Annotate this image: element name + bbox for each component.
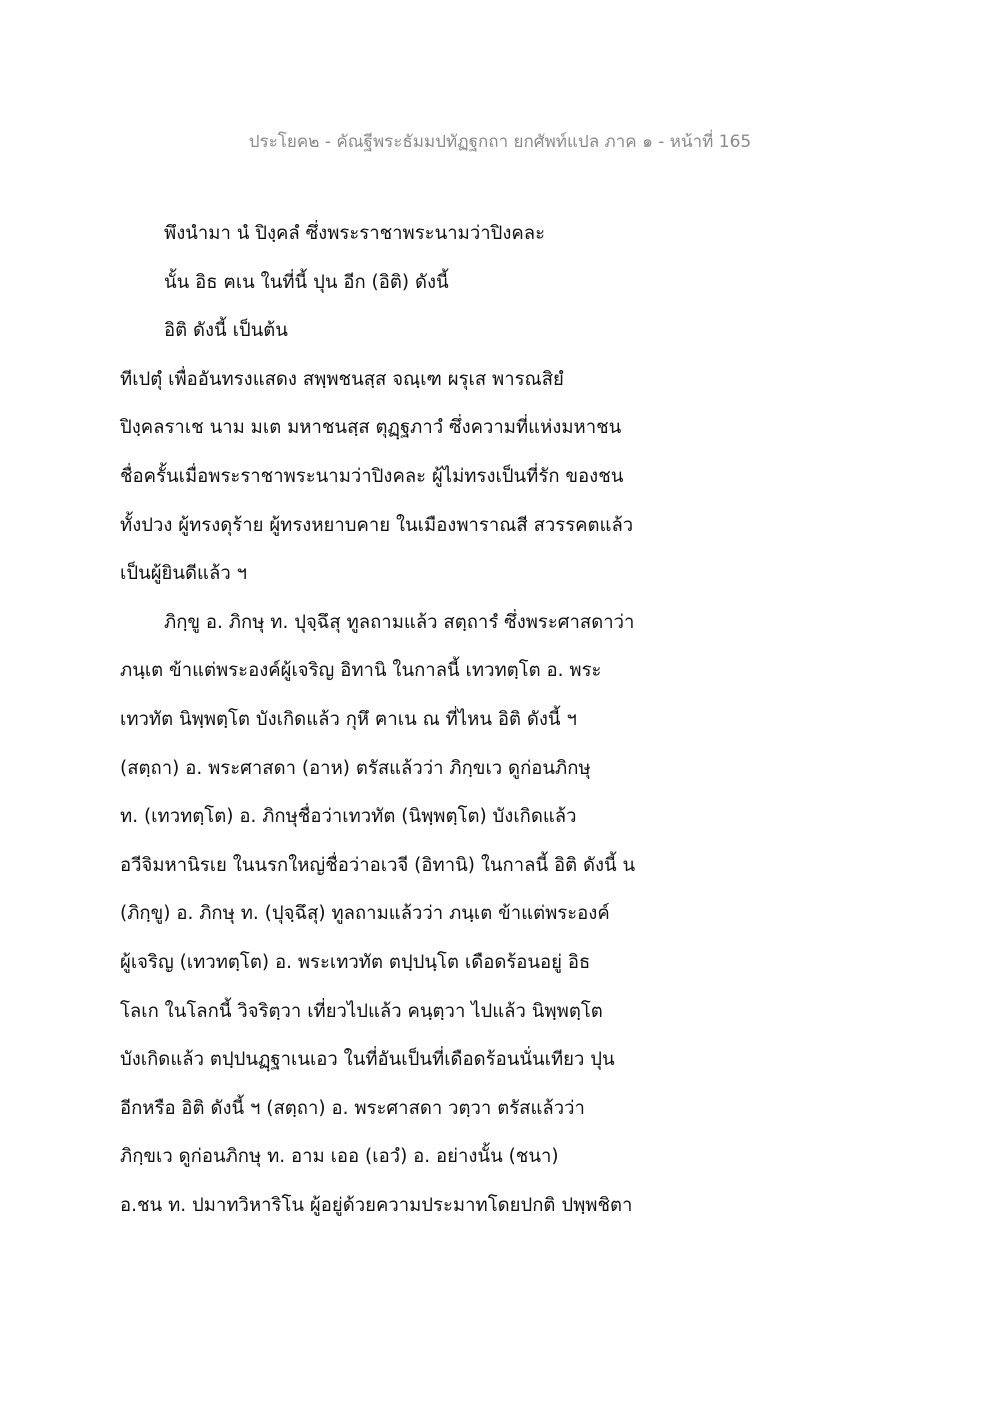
text-line: อ.ชน ท. ปมาทวิหาริโน ผู้อยู่ด้วยความประมาทโดยปกติ ปพฺพชิตา: [120, 1194, 633, 1216]
text-line: ชื่อครั้นเมื่อพระราชาพระนามว่าปิงคละ ผู้ไม่ทรงเป็นที่รัก ของชน: [120, 465, 624, 487]
text-line: นั้น อิธ ฅเน ในที่นี้ ปุน อีก (อิติ) ดังนี้: [164, 271, 449, 293]
text-line: พึงนำมา นํ ปิงฺคลํ ซึ่งพระราชาพระนามว่าปิงคละ: [164, 223, 546, 244]
text-line: อิติ ดังนี้ เป็นต้น: [164, 320, 288, 342]
text-line: ภิกฺขู อ. ภิกษุ ท. ปุจฺฉึสุ ทูลถามแล้ว สตฺถารํ ซึ่งพระศาสดาว่า: [164, 611, 635, 633]
running-header: ประโยค๒ - คัณฐีพระธัมมปทัฏฐกถา ยกศัพท์แปล ภาค ๑ - หน้าที่ 165: [248, 132, 752, 152]
text-line: ภนฺเต ข้าแต่พระองค์ผู้เจริญ อิทานิ ในกาลนี้ เทวทตฺโต อ. พระ: [120, 660, 602, 682]
page-body: [120, 210, 700, 1230]
text-line: เทวทัต นิพฺพตฺโต บังเกิดแล้ว กุหึ ฅาเน ณ ที่ไหน อิติ ดังนี้ ฯ: [120, 708, 577, 730]
text-line: เป็นผู้ยินดีแล้ว ฯ: [120, 563, 247, 585]
text-line: ท. (เทวทตฺโต) อ. ภิกษุชื่อว่าเทวทัต (นิพฺพตฺโต) บังเกิดแล้ว: [120, 806, 577, 828]
text-line: โลเก ในโลกนี้ วิจริตฺวา เที่ยวไปแล้ว คนฺตฺวา ไปแล้ว นิพฺพตฺโต: [120, 1000, 603, 1022]
text-line: ทีเปตุํ เพื่ออันทรงแสดง สพฺพชนสฺส จณฺเฑ ผรุเส พารณสิยํ: [120, 368, 564, 390]
text-line: (ภิกฺขู) อ. ภิกษุ ท. (ปุจฺฉึสุ) ทูลถามแล้วว่า ภนฺเต ข้าแต่พระองค์: [120, 903, 610, 925]
text-line: อวีจิมหานิรเย ในนรกใหญ่ชื่อว่าอเวจี (อิทานิ) ในกาลนี้ อิติ ดังนี้ น: [120, 854, 636, 876]
text-line: อีกหรือ อิติ ดังนี้ ฯ (สตฺถา) อ. พระศาสดา วตฺวา ตรัสแล้วว่า: [120, 1097, 585, 1119]
text-line: ทั้งปวง ผู้ทรงดุร้าย ผู้ทรงหยาบคาย ในเมืองพาราณสี สวรรคตแล้ว: [120, 514, 634, 536]
text-line: ผู้เจริญ (เทวทตฺโต) อ. พระเทวทัต ตปฺปนฺโต เดือดร้อนอยู่ อิธ: [120, 951, 591, 973]
text-line: ปิงฺคลราเช นาม มเต มหาชนสฺส ตุฏฺฐภาวํ ซึ่งความที่แห่งมหาชน: [120, 417, 622, 439]
text-line: ภิกฺขเว ดูก่อนภิกษุ ท. อาม เออ (เอวํ) อ. อย่างนั้น (ชนา): [120, 1146, 559, 1168]
text-line: (สตฺถา) อ. พระศาสดา (อาห) ตรัสแล้วว่า ภิกฺขเว ดูก่อนภิกษุ: [120, 757, 591, 779]
text-line: บังเกิดแล้ว ตปฺปนฏฺฐาเนเอว ในที่อันเป็นที่เดือดร้อนนั่นเทียว ปุน: [120, 1049, 615, 1071]
